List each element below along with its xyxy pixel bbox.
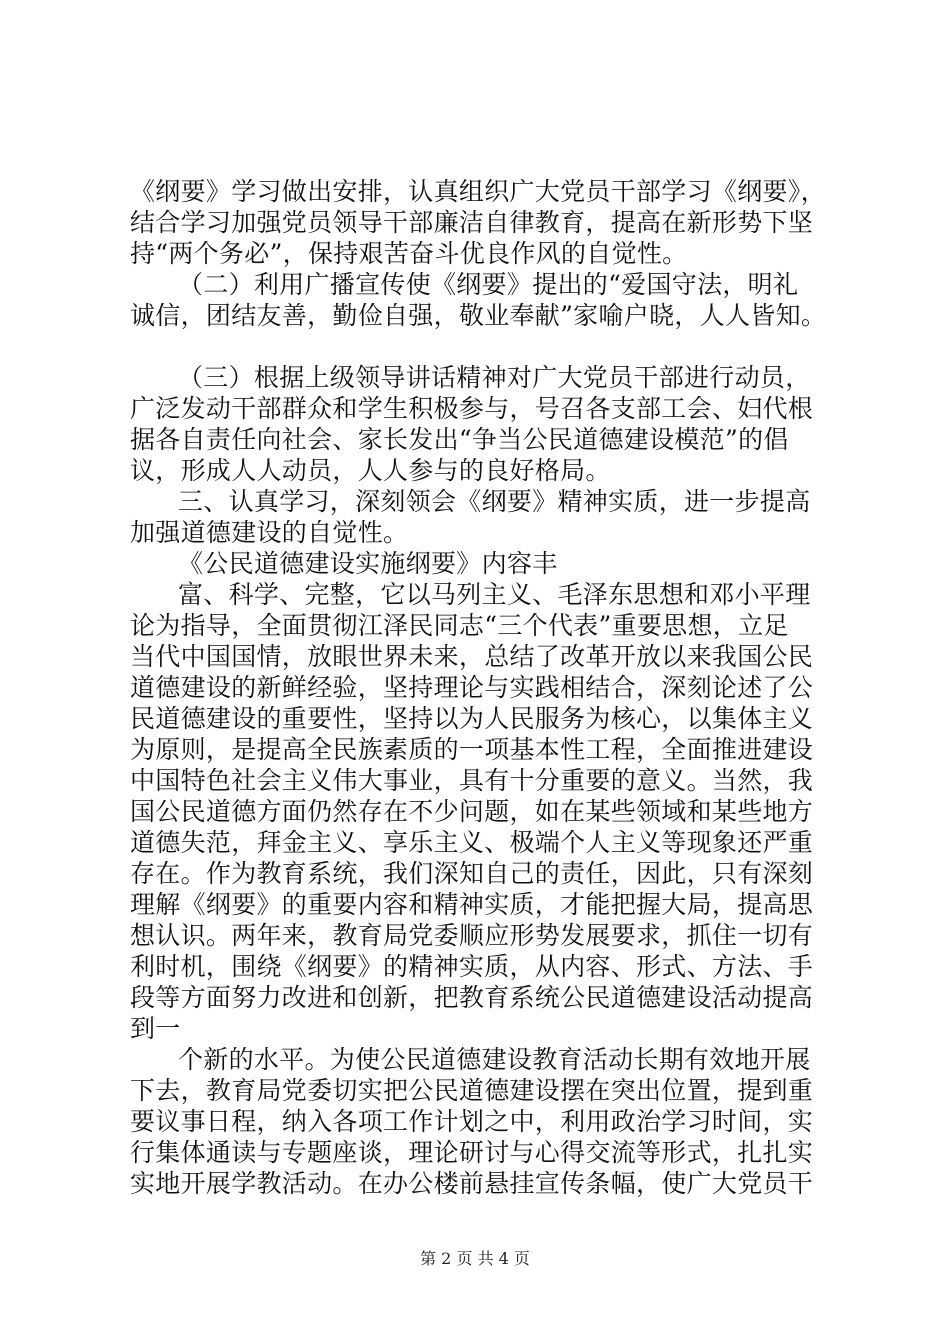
text-line: 《公民道德建设实施纲要》内容丰 [178,549,558,578]
text-line: 三、认真学习，深刻领会《纲要》精神实质，进一步提高 [178,487,811,516]
text-line: 要议事日程，纳入各项工作计划之中，利用政治学习时间，实 [130,1107,814,1136]
text-line: 个新的水平。为使公民道德建设教育活动长期有效地开展 [178,1045,811,1074]
text-line: 《纲要》学习做出安排，认真组织广大党员干部学习《纲要》， [130,177,826,206]
text-line: 道德建设的新鲜经验，坚持理论与实践相结合，深刻论述了公 [130,673,814,702]
text-line: 民道德建设的重要性，坚持以为人民服务为核心，以集体主义 [130,704,814,733]
text-line: 想认识。两年来，教育局党委顺应形势发展要求，抓住一切有 [130,921,814,950]
text-line: 加强道德建设的自觉性。 [130,518,409,547]
text-line: 存在。作为教育系统，我们深知自己的责任，因此，只有深刻 [130,859,814,888]
text-line: 持“两个务必”，保持艰苦奋斗优良作风的自觉性。 [130,239,688,268]
text-line: 国公民道德方面仍然存在不少问题，如在某些领域和某些地方 [130,797,814,826]
text-line: 结合学习加强党员领导干部廉洁自律教育，提高在新形势下坚 [130,208,814,237]
text-line: 中国特色社会主义伟大事业，具有十分重要的意义。当然，我 [130,766,814,795]
text-line: （三）根据上级领导讲话精神对广大党员干部进行动员， [178,363,811,392]
text-line: 当代中国国情，放眼世界未来，总结了改革开放以来我国公民 [130,642,814,671]
text-line: 段等方面努力改进和创新，把教育系统公民道德建设活动提高 [130,983,814,1012]
text-line: 利时机，围绕《纲要》的精神实质，从内容、形式、方法、手 [130,952,814,981]
text-line: 下去，教育局党委切实把公民道德建设摆在突出位置，提到重 [130,1076,814,1105]
text-line: 道德失范，拜金主义、享乐主义、极端个人主义等现象还严重 [130,828,814,857]
text-line: 诚信，团结友善，勤俭自强，敬业奉献”家喻户晓，人人皆知。 [130,301,827,330]
text-line: 富、科学、完整，它以马列主义、毛泽东思想和邓小平理 [178,580,811,609]
text-line: 理解《纲要》的重要内容和精神实质，才能把握大局，提高思 [130,890,814,919]
text-line: 论为指导，全面贯彻江泽民同志“三个代表”重要思想，立足 [130,611,789,640]
text-line: 广泛发动干部群众和学生积极参与，号召各支部工会、妇代根 [130,394,814,423]
text-line: 议，形成人人动员，人人参与的良好格局。 [130,456,611,485]
text-line: 据各自责任向社会、家长发出“争当公民道德建设模范”的倡 [130,425,789,454]
text-line: 行集体通读与专题座谈，理论研讨与心得交流等形式，扎扎实 [130,1138,814,1167]
text-line: （二）利用广播宣传使《纲要》提出的“爱国守法，明礼 [178,270,799,299]
text-line: 为原则，是提高全民族素质的一项基本性工程，全面推进建设 [130,735,814,764]
text-line: 实地开展学教活动。在办公楼前悬挂宣传条幅，使广大党员干 [130,1169,814,1198]
page-number-footer: 第 2 页 共 4 页 [420,1249,530,1268]
text-line: 到一 [130,1014,181,1043]
